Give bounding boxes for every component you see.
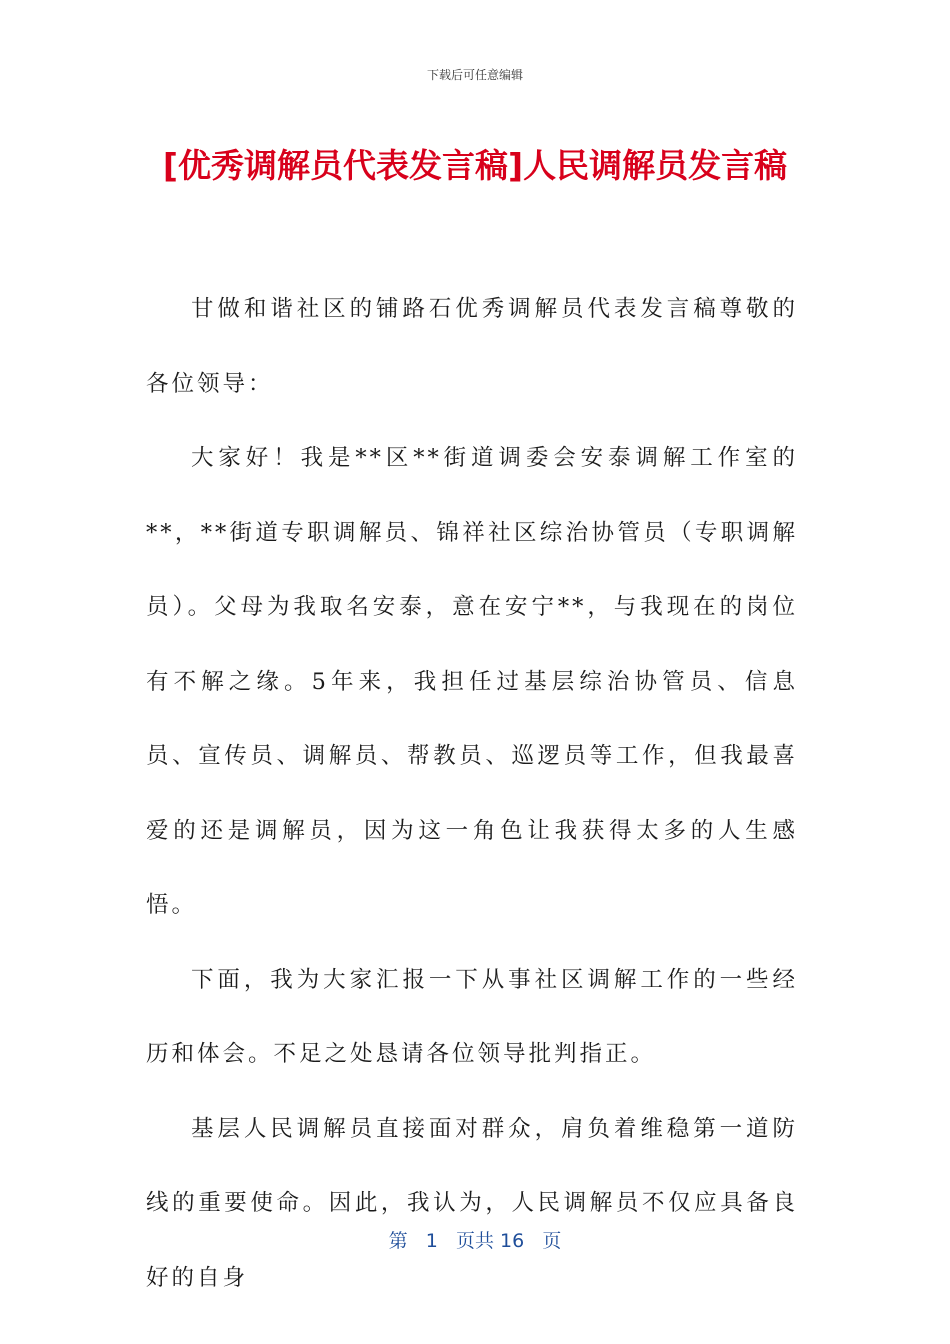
document-body	[146, 272, 798, 1315]
document-title: [优秀调解员代表发言稿]人民调解员发言稿	[162, 146, 788, 185]
footer-suffix: 页	[542, 1230, 562, 1252]
paragraph: 下面，我为大家汇报一下从事社区调解工作的一些经历和体会。不足之处恳请各位领导批判指正。	[146, 966, 798, 1067]
paragraph: 甘做和谐社区的铺路石优秀调解员代表发言稿尊敬的各位领导：	[146, 296, 798, 397]
header-note: 下载后可任意编辑	[426, 68, 523, 82]
footer-current-page: 1	[425, 1230, 438, 1252]
paragraph: 大家好！我是**区**街道调委会安泰调解工作室的**，**街道专职调解员、锦祥社区综治协管员（专职调解员）。父母为我取名安泰，意在安宁**，与我现在的岗位有不解之缘。5年来，我担任过基层综治协管员、信息员、宣传员、调解员、帮教员、巡逻员等工作，但我最喜爱的还是调解员，因为这一角色让我获得太多的人生感悟。	[146, 445, 798, 918]
footer-prefix: 第	[388, 1230, 408, 1252]
footer-total-pages: 16	[500, 1230, 525, 1252]
footer-middle: 页共	[455, 1230, 494, 1252]
paragraph: 基层人民调解员直接面对群众，肩负着维稳第一道防线的重要使命。因此，我认为，人民调解员不仅应具备良好的自身	[146, 1115, 798, 1291]
page-footer	[0, 1226, 950, 1253]
